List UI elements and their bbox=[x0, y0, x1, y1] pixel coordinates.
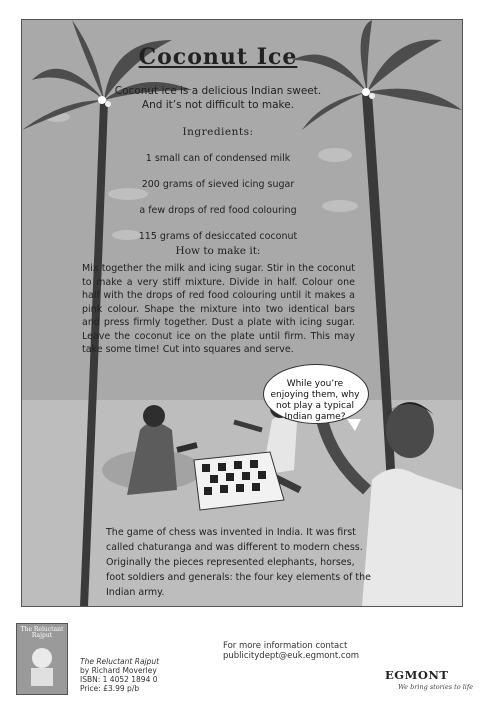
recipe-intro-line: Coconut ice is a delicious Indian sweet. bbox=[114, 85, 322, 97]
recipe-section bbox=[84, 44, 352, 242]
recipe-intro-line: And it’s not difficult to make. bbox=[141, 99, 295, 111]
ingredient-item: 1 small can of condensed milk bbox=[145, 153, 291, 164]
contact-info: For more information contact publicitydept@euk.egmont.com bbox=[223, 641, 360, 661]
publisher-logo: EGMONT bbox=[385, 668, 449, 682]
book-author: by Richard Moverley bbox=[80, 666, 157, 675]
ingredient-item: a few drops of red food colouring bbox=[139, 205, 297, 216]
book-cover-title: The Reluctant Rajput bbox=[20, 626, 64, 639]
book-price: Price: £3.99 p/b bbox=[80, 684, 140, 693]
ingredient-item: 115 grams of desiccated coconut bbox=[138, 231, 298, 242]
book-cover-image bbox=[16, 623, 68, 695]
method-heading: How to make it: bbox=[175, 245, 261, 257]
publisher-tagline: We bring stories to life bbox=[398, 683, 474, 691]
ingredients-heading: Ingredients: bbox=[182, 126, 254, 138]
recipe-title: Coconut Ice bbox=[138, 44, 298, 70]
ingredient-item: 200 grams of sieved icing sugar bbox=[141, 179, 295, 190]
book-isbn: ISBN: 1 4052 1894 0 bbox=[80, 675, 158, 684]
speech-bubble-text: While you’re enjoying them, why not play a typical Indian game? bbox=[270, 379, 360, 422]
book-title: The Reluctant Rajput bbox=[80, 657, 160, 666]
book-info bbox=[80, 657, 159, 693]
chess-history-text: The game of chess was invented in India. It was first called chaturanga and was different to modern chess. Originally the pieces represented elephants, horses, foot soldiers and generals: the four key elements of the Indian army. bbox=[106, 527, 371, 598]
book-cover-illustration bbox=[17, 624, 67, 694]
recipe-intro bbox=[84, 84, 352, 112]
method-text: Mix together the milk and icing sugar. Stir in the coconut to make a very stiff mixture. Divide in half. Colour one half with the drops of red food colouring until it makes a pink colour. Shape the mixture into two identical bars and press firmly together. Dust a plate with icing sugar. Leave the coconut ice on the plate until firm. This may take some time! Cut into squares and serve. bbox=[82, 263, 355, 355]
